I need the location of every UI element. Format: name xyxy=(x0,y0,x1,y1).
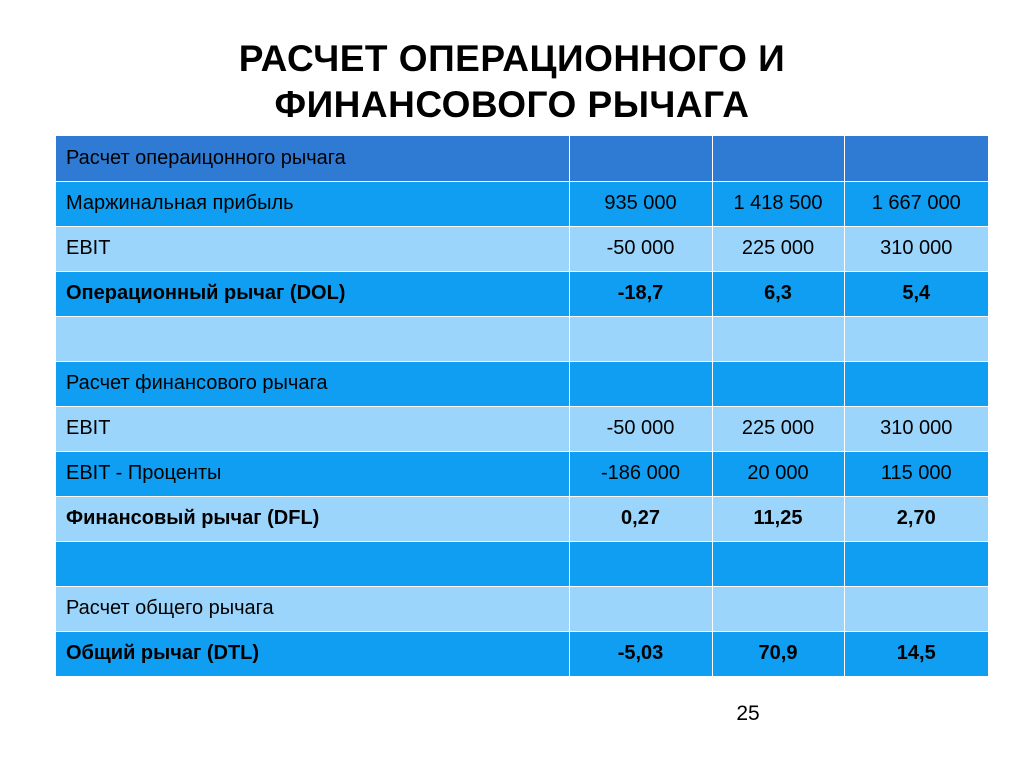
value-cell: 225 000 xyxy=(712,226,844,271)
value-cell xyxy=(569,541,712,586)
row-label: Маржинальная прибыль xyxy=(56,181,569,226)
value-cell xyxy=(844,136,988,181)
table-row xyxy=(56,271,988,316)
value-cell: 935 000 xyxy=(569,181,712,226)
table-row xyxy=(56,406,988,451)
row-label: Расчет общего рычага xyxy=(56,586,569,631)
value-cell: 115 000 xyxy=(844,451,988,496)
value-cell: 0,27 xyxy=(569,496,712,541)
value-cell: 310 000 xyxy=(844,406,988,451)
table-row xyxy=(56,586,988,631)
table-row xyxy=(56,451,988,496)
value-cell xyxy=(844,586,988,631)
value-cell: -5,03 xyxy=(569,631,712,676)
row-label: Финансовый рычаг (DFL) xyxy=(56,496,569,541)
value-cell xyxy=(712,541,844,586)
value-cell xyxy=(712,136,844,181)
row-label: Расчет операицонного рычага xyxy=(56,136,569,181)
value-cell xyxy=(569,136,712,181)
value-cell: -186 000 xyxy=(569,451,712,496)
value-cell: 20 000 xyxy=(712,451,844,496)
table-row xyxy=(56,136,988,181)
table-row xyxy=(56,541,988,586)
value-cell xyxy=(844,316,988,361)
value-cell: 2,70 xyxy=(844,496,988,541)
row-label: Операционный рычаг (DOL) xyxy=(56,271,569,316)
value-cell: -18,7 xyxy=(569,271,712,316)
value-cell: -50 000 xyxy=(569,406,712,451)
value-cell xyxy=(844,361,988,406)
value-cell xyxy=(712,586,844,631)
value-cell xyxy=(712,316,844,361)
value-cell: 310 000 xyxy=(844,226,988,271)
value-cell: 70,9 xyxy=(712,631,844,676)
slide-title-line-1: РАСЧЕТ ОПЕРАЦИОННОГО И xyxy=(238,38,786,79)
value-cell xyxy=(712,361,844,406)
value-cell xyxy=(569,586,712,631)
table-row xyxy=(56,361,988,406)
value-cell: 6,3 xyxy=(712,271,844,316)
page-number: 25 xyxy=(736,702,760,725)
value-cell: -50 000 xyxy=(569,226,712,271)
table-row xyxy=(56,496,988,541)
value-cell: 11,25 xyxy=(712,496,844,541)
value-cell xyxy=(844,541,988,586)
row-label: EBIT - Проценты xyxy=(56,451,569,496)
row-label: Расчет финансового рычага xyxy=(56,361,569,406)
slide-title xyxy=(0,36,1024,128)
value-cell: 225 000 xyxy=(712,406,844,451)
table-row xyxy=(56,226,988,271)
row-label xyxy=(56,316,569,361)
row-label: EBIT xyxy=(56,226,569,271)
table-row xyxy=(56,181,988,226)
row-label: EBIT xyxy=(56,406,569,451)
slide-title-line-2: ФИНАНСОВОГО РЫЧАГА xyxy=(274,84,750,125)
value-cell xyxy=(569,361,712,406)
table-row xyxy=(56,316,988,361)
value-cell: 1 667 000 xyxy=(844,181,988,226)
row-label xyxy=(56,541,569,586)
table-row xyxy=(56,631,988,676)
value-cell: 1 418 500 xyxy=(712,181,844,226)
leverage-table xyxy=(56,136,988,676)
value-cell: 14,5 xyxy=(844,631,988,676)
row-label: Общий рычаг (DTL) xyxy=(56,631,569,676)
value-cell xyxy=(569,316,712,361)
value-cell: 5,4 xyxy=(844,271,988,316)
